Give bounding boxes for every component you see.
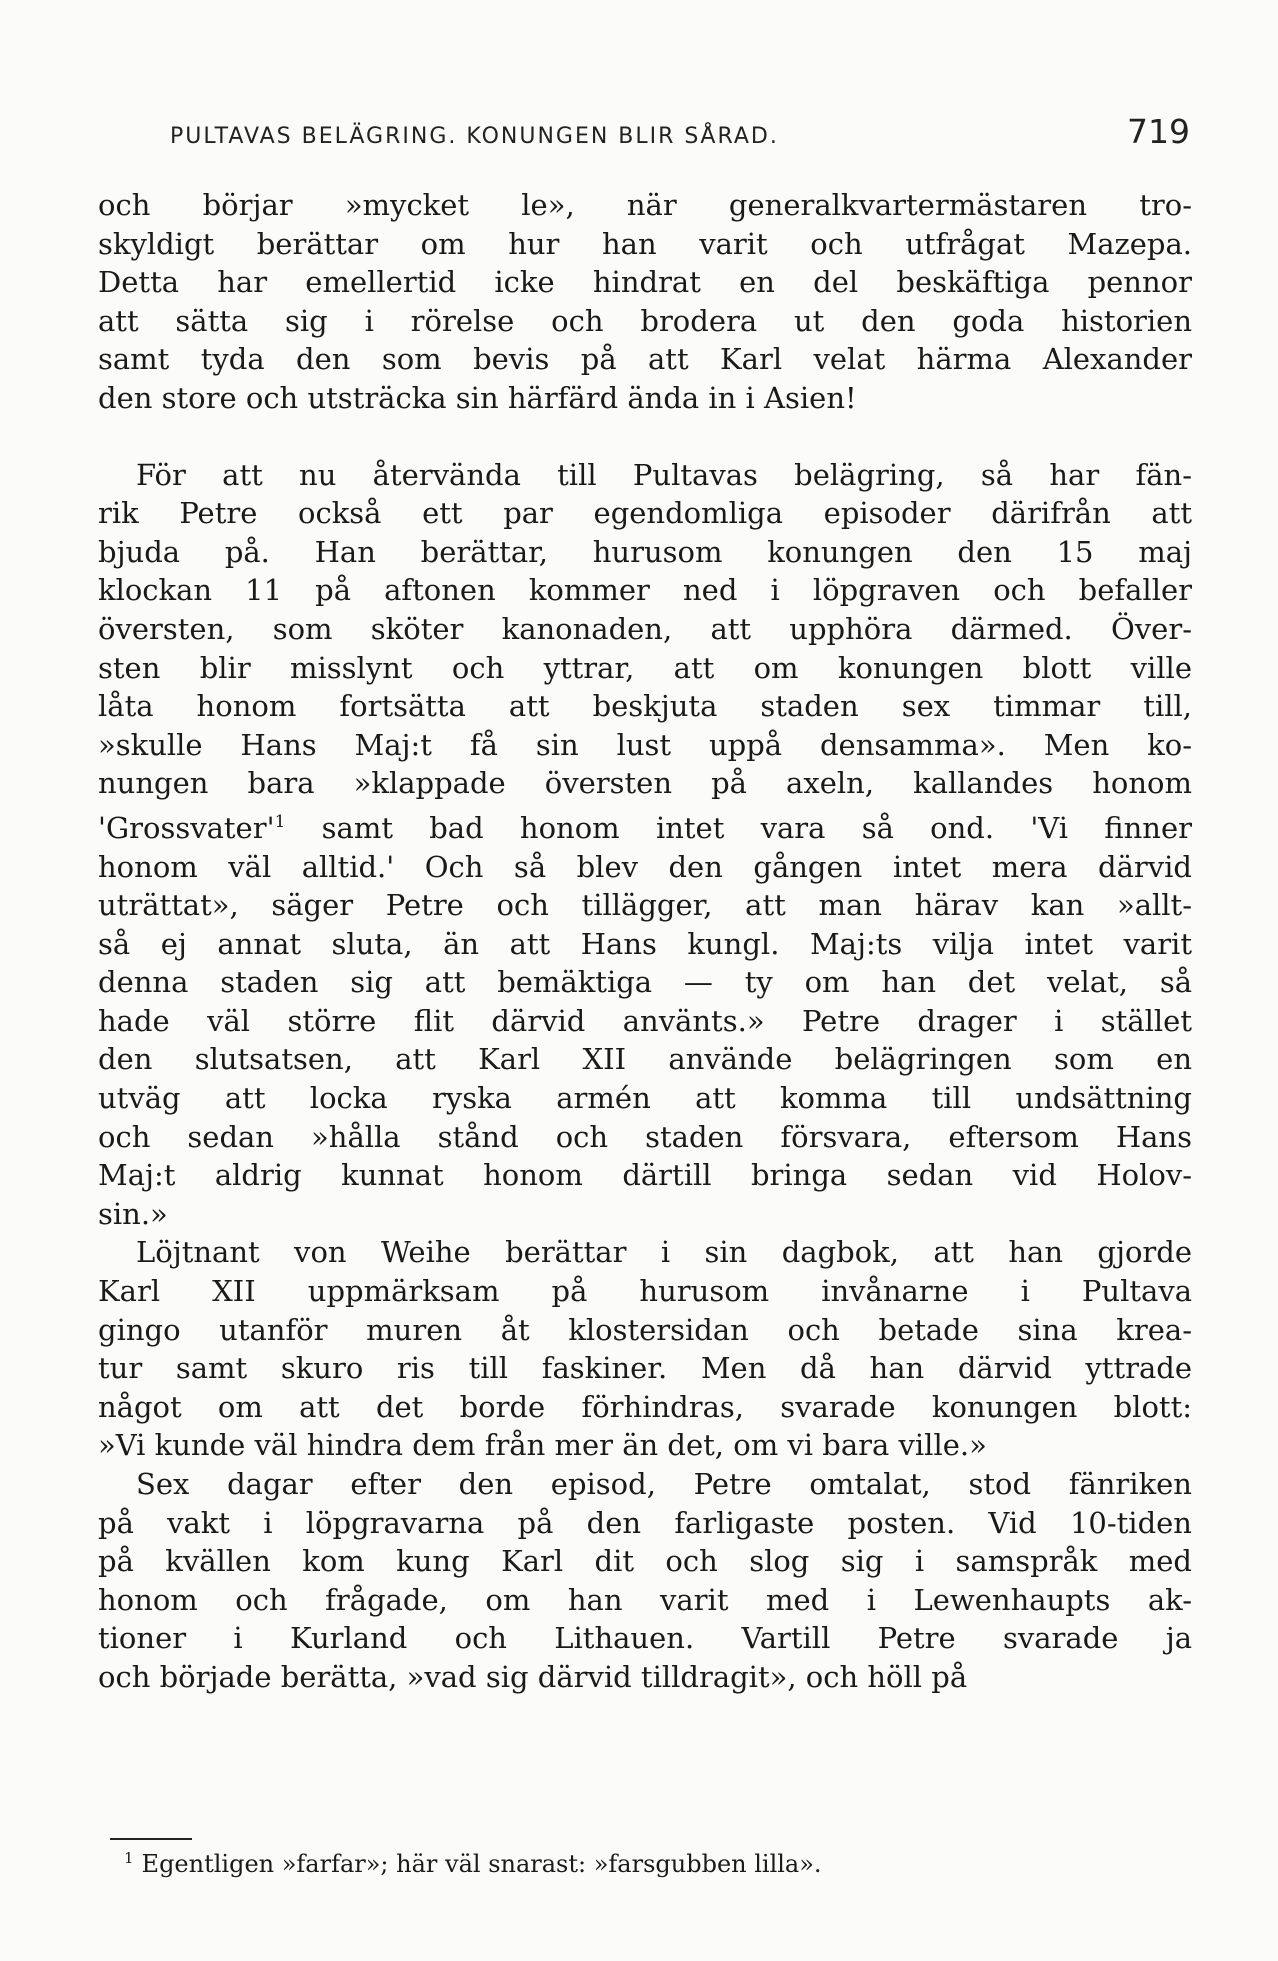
text-line: honom väl alltid.' Och så blev den gången intet mera därvid [98,849,1192,884]
text-line: och sedan »hålla stånd och staden försvara, eftersom Hans [98,1119,1192,1154]
text-line: honom och frågade, om han varit med i Lewenhaupts ak- [98,1582,1192,1617]
text-line: den store och utsträcka sin härfärd ända in i Asien! [98,380,857,415]
paragraph [98,456,1192,1234]
text-line: sten blir misslynt och yttrar, att om konungen blott ville [98,650,1192,685]
text-line: tioner i Kurland och Lithauen. Vartill Petre svarade ja [98,1621,1192,1656]
text-line: och börjar »mycket le», när generalkvartermästaren tro- [98,188,1192,222]
text-line: att sätta sig i rörelse och brodera ut den goda historien [98,303,1192,338]
text-line: rik Petre också ett par egendomliga episoder därifrån att [98,496,1192,531]
text-line: utväg att locka ryska armén att komma till undsättning [98,1081,1192,1116]
text-line: »Vi kunde väl hindra dem från mer än det, om vi bara ville.» [98,1428,987,1463]
text-line: gingo utanför muren åt klostersidan och betade sina krea- [98,1312,1192,1347]
text-line: uträttat», säger Petre och tillägger, att man härav kan »allt- [98,888,1192,923]
text-line: »skulle Hans Maj:t få sin lust uppå densamma». Men ko- [98,727,1192,762]
text-line: och började berätta, »vad sig därvid tilldragit», och höll på [98,1659,968,1694]
text-line: sin.» [98,1196,168,1231]
text-line: låta honom fortsätta att beskjuta staden sex timmar till, [98,689,1192,724]
text-line: något om att det borde förhindras, svarade konungen blott: [98,1389,1192,1424]
paragraph [98,1233,1192,1465]
footnote-text: Egentligen »farfar»; här väl snarast: »farsgubben lilla». [141,1850,822,1878]
text-line: denna staden sig att bemäktiga — ty om han det velat, så [98,965,1192,1000]
footnote-reference: 1 [274,811,286,832]
text-line: på vakt i löpgravarna på den farligaste posten. Vid 10-tiden [98,1505,1192,1540]
text-line: Detta har emellertid icke hindrat en del beskäftiga pennor [98,265,1192,300]
text-line: nungen bara »klappade översten på axeln, kallandes honom [98,766,1192,801]
running-head [170,112,1190,152]
text-line: hade väl större flit därvid använts.» Petre drager i stället [98,1003,1192,1038]
text-line: klockan 11 på aftonen kommer ned i löpgraven och befaller [98,573,1192,608]
text-line: Löjtnant von Weihe berättar i sin dagbok, att han gjorde [136,1235,1192,1270]
page-number: 719 [1127,112,1190,151]
text-line: Maj:t aldrig kunnat honom därtill bringa sedan vid Holov- [98,1158,1192,1193]
paragraph [98,186,1192,418]
footnote-marker: 1 [124,1849,134,1867]
footnote [124,1840,822,1882]
chapter-title: PULTAVAS BELÄGRING. KONUNGEN BLIR SÅRAD. [170,124,779,149]
paragraph-gap [98,418,1192,456]
text-line: så ej annat sluta, än att Hans kungl. Maj:ts vilja intet varit [98,926,1192,961]
text-line: tur samt skuro ris till faskiner. Men då han därvid yttrade [98,1351,1192,1386]
text-line: För att nu återvända till Pultavas belägring, så har fän- [136,457,1192,492]
text-line: skyldigt berättar om hur han varit och utfrågat Mazepa. [98,226,1192,261]
text-line: bjuda på. Han berättar, hurusom konungen den 15 maj [98,534,1192,569]
text-line: översten, som sköter kanonaden, att upphöra därmed. Över- [98,611,1192,646]
text-line: Karl XII uppmärksam på hurusom invånarne i Pultava [98,1274,1192,1309]
text-line: Sex dagar efter den episod, Petre omtalat, stod fänriken [136,1467,1192,1501]
paragraph [98,1465,1192,1697]
text-line: den slutsatsen, att Karl XII använde belägringen som en [98,1042,1192,1077]
text-line: på kvällen kom kung Karl dit och slog sig i samspråk med [98,1544,1192,1579]
text-line: '$Grossvater'^1$ samt bad honom intet vara så ond. 'Vi finner [98,810,1192,845]
text-line: samt tyda den som bevis på att Karl velat härma Alexander [98,342,1192,377]
body-text [98,186,1192,1697]
